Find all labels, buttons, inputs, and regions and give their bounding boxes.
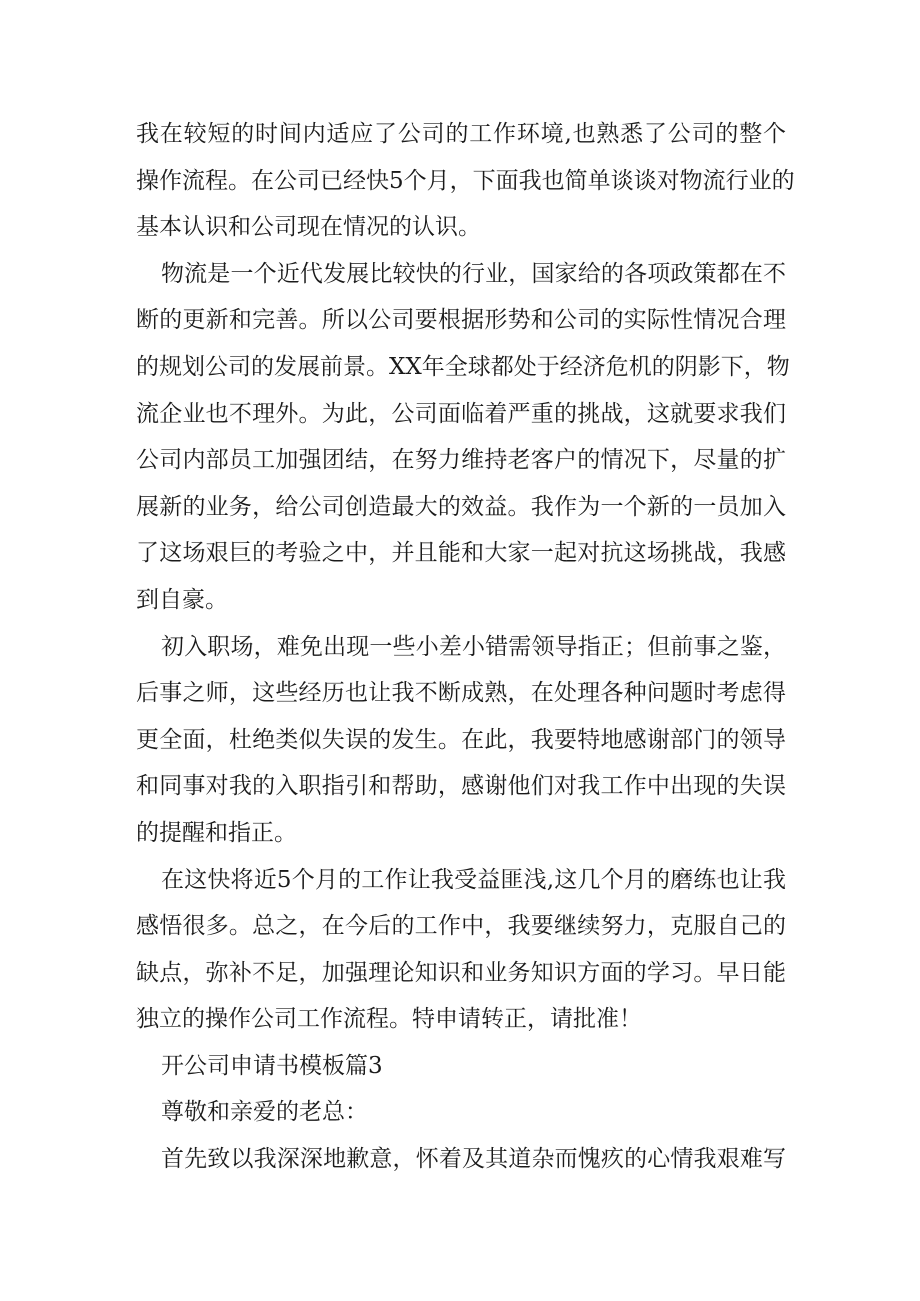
text-line: 后事之师，这些经历也让我不断成熟，在处理各种问题时考虑得 bbox=[136, 680, 786, 707]
text-line: 基本认识和公司现在情况的认识。 bbox=[136, 214, 481, 241]
text-line: 的规划公司的发展前景。XX年全球都处于经济危机的阴影下，物 bbox=[136, 353, 790, 380]
text-line: 到自豪。 bbox=[136, 586, 228, 613]
text-line: 初入职场，难免出现一些小差小错需领导指正；但前事之鉴， bbox=[161, 633, 786, 660]
text-line: 感悟很多。总之，在今后的工作中，我要继续努力，克服自己的 bbox=[136, 913, 786, 940]
document-body bbox=[136, 111, 795, 1183]
text-line: 在这快将近5个月的工作让我受益匪浅,这几个月的磨练也让我 bbox=[161, 866, 786, 893]
text-line: 物流是一个近代发展比较快的行业，国家给的各项政策都在不 bbox=[161, 260, 786, 287]
text-line: 流企业也不理外。为此，公司面临着严重的挑战，这就要求我们 bbox=[136, 400, 786, 427]
text-line: 我在较短的时间内适应了公司的工作环境,也熟悉了公司的整个 bbox=[136, 121, 786, 147]
text-line: 公司内部员工加强团结，在努力维持老客户的情况下，尽量的扩 bbox=[136, 447, 786, 474]
text-line: 首先致以我深深地歉意，怀着及其道杂而愧疚的心情我艰难写 bbox=[161, 1146, 786, 1173]
text-line: 独立的操作公司工作流程。特申请转正，请批准！ bbox=[136, 1006, 642, 1033]
text-line: 操作流程。在公司已经快5个月，下面我也简单谈谈对物流行业的 bbox=[136, 167, 795, 194]
text-line: 尊敬和亲爱的老总： bbox=[161, 1099, 368, 1126]
text-line: 展新的业务，给公司创造最大的效益。我作为一个新的一员加入 bbox=[136, 493, 786, 520]
text-line: 开公司申请书模板篇3 bbox=[161, 1052, 383, 1079]
text-line: 了这场艰巨的考验之中，并且能和大家一起对抗这场挑战，我感 bbox=[136, 540, 786, 567]
text-line: 断的更新和完善。所以公司要根据形势和公司的实际性情况合理 bbox=[136, 307, 786, 334]
text-line: 更全面，杜绝类似失误的发生。在此，我要特地感谢部门的领导 bbox=[136, 726, 786, 753]
text-line: 缺点，弥补不足，加强理论知识和业务知识方面的学习。早日能 bbox=[136, 959, 786, 986]
text-line: 和同事对我的入职指引和帮助，感谢他们对我工作中出现的失误 bbox=[136, 773, 786, 800]
text-line: 的提醒和指正。 bbox=[136, 819, 297, 846]
